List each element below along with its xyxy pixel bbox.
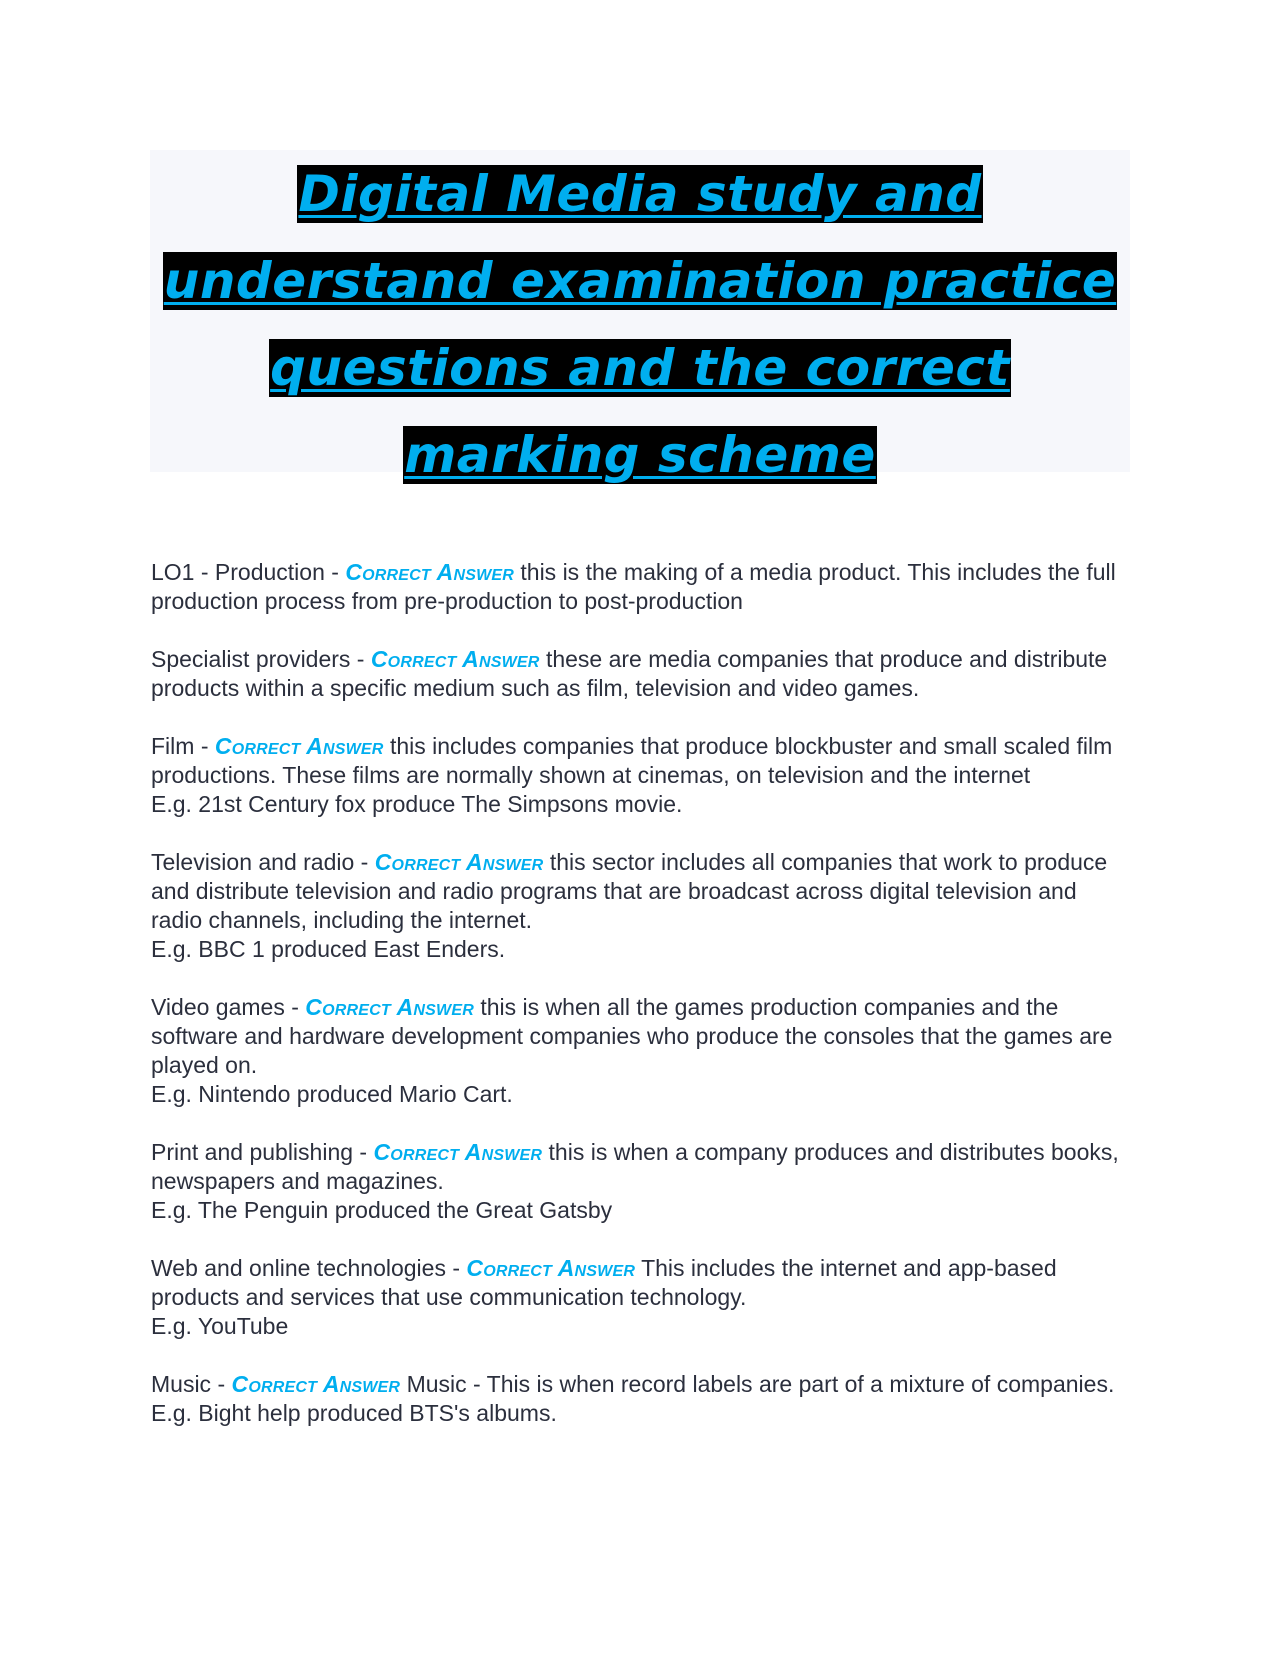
document-title-block xyxy=(150,150,1130,484)
qa-example: E.g. Bight help produced BTS's albums. xyxy=(151,1400,557,1426)
qa-answer: this includes companies that produce blockbuster and small scaled film productions. These films are normally shown at cinemas, on television and the internet xyxy=(151,733,1113,788)
title-line xyxy=(150,237,1130,324)
qa-answer: this sector includes all companies that work to produce and distribute television and radio programs that are broadcast across digital television and radio channels, including the internet. xyxy=(151,849,1108,933)
qa-entry-video-games xyxy=(151,993,1121,1109)
qa-entry-print-publishing xyxy=(151,1138,1121,1225)
qa-answer: This includes the internet and app-based products and services that use communication technology. xyxy=(151,1255,1057,1310)
qa-example: E.g. Nintendo produced Mario Cart. xyxy=(151,1081,513,1107)
qa-answer-paragraph xyxy=(151,1254,1121,1312)
term-separator: - xyxy=(354,849,375,875)
correct-answer-label: Correct Answer xyxy=(370,646,540,672)
term-separator: - xyxy=(350,646,371,672)
correct-answer-label: Correct Answer xyxy=(345,559,514,585)
qa-example: E.g. 21st Century fox produce The Simpsons movie. xyxy=(151,791,683,817)
qa-term: Television and radio xyxy=(151,849,355,875)
qa-answer-paragraph xyxy=(151,1138,1121,1196)
qa-answer-paragraph xyxy=(151,732,1121,790)
correct-answer-label: Correct Answer xyxy=(305,994,474,1020)
qa-term: Music xyxy=(151,1371,212,1397)
qa-entry-production xyxy=(151,558,1121,616)
term-separator: - xyxy=(284,994,306,1020)
qa-list xyxy=(151,558,1121,1457)
title-line xyxy=(150,324,1130,411)
qa-term: Print and publishing xyxy=(151,1139,354,1165)
qa-term: LO1 - Production xyxy=(151,559,325,585)
title-text: Digital Media study and xyxy=(298,164,982,223)
qa-example: E.g. BBC 1 produced East Enders. xyxy=(151,936,506,962)
correct-answer-label: Correct Answer xyxy=(374,849,544,875)
qa-entry-specialist-providers xyxy=(151,645,1121,703)
term-separator: - xyxy=(194,733,215,759)
term-separator: - xyxy=(324,559,346,585)
qa-term: Specialist providers xyxy=(151,646,351,672)
qa-answer: these are media companies that produce and distribute products within a specific medium such as film, television and video games. xyxy=(151,646,1108,701)
title-line xyxy=(150,150,1130,237)
title-text: questions and the correct xyxy=(270,338,1010,397)
qa-answer: this is when all the games production companies and the software and hardware development companies who produce the consoles that the games are played on. xyxy=(151,994,1113,1078)
qa-term: Video games xyxy=(151,994,285,1020)
qa-example: E.g. The Penguin produced the Great Gatsby xyxy=(151,1197,613,1223)
qa-entry-television-radio xyxy=(151,848,1121,964)
qa-answer-paragraph xyxy=(151,848,1121,935)
qa-entry-film xyxy=(151,732,1121,819)
qa-answer-paragraph xyxy=(151,1370,1121,1399)
correct-answer-label: Correct Answer xyxy=(373,1139,543,1165)
title-line xyxy=(150,411,1130,498)
qa-answer-paragraph xyxy=(151,645,1121,703)
correct-answer-label: Correct Answer xyxy=(231,1371,401,1397)
title-text: understand examination practice xyxy=(163,251,1117,310)
title-text: marking scheme xyxy=(404,425,876,484)
qa-entry-music xyxy=(151,1370,1121,1428)
term-separator: - xyxy=(445,1255,467,1281)
correct-answer-label: Correct Answer xyxy=(466,1255,636,1281)
term-separator: - xyxy=(211,1371,232,1397)
qa-entry-web-online xyxy=(151,1254,1121,1341)
qa-answer-paragraph xyxy=(151,993,1121,1080)
qa-term: Film xyxy=(151,733,195,759)
correct-answer-label: Correct Answer xyxy=(214,733,384,759)
term-separator: - xyxy=(353,1139,374,1165)
qa-answer: Music - This is when record labels are part of a mixture of companies. xyxy=(406,1371,1115,1397)
qa-example: E.g. YouTube xyxy=(151,1313,289,1339)
qa-answer: this is when a company produces and distributes books, newspapers and magazines. xyxy=(151,1139,1119,1194)
qa-term: Web and online technologies xyxy=(151,1255,446,1281)
qa-answer-paragraph xyxy=(151,558,1121,616)
qa-answer: this is the making of a media product. This includes the full production process from pre-production to post-production xyxy=(151,559,1116,614)
